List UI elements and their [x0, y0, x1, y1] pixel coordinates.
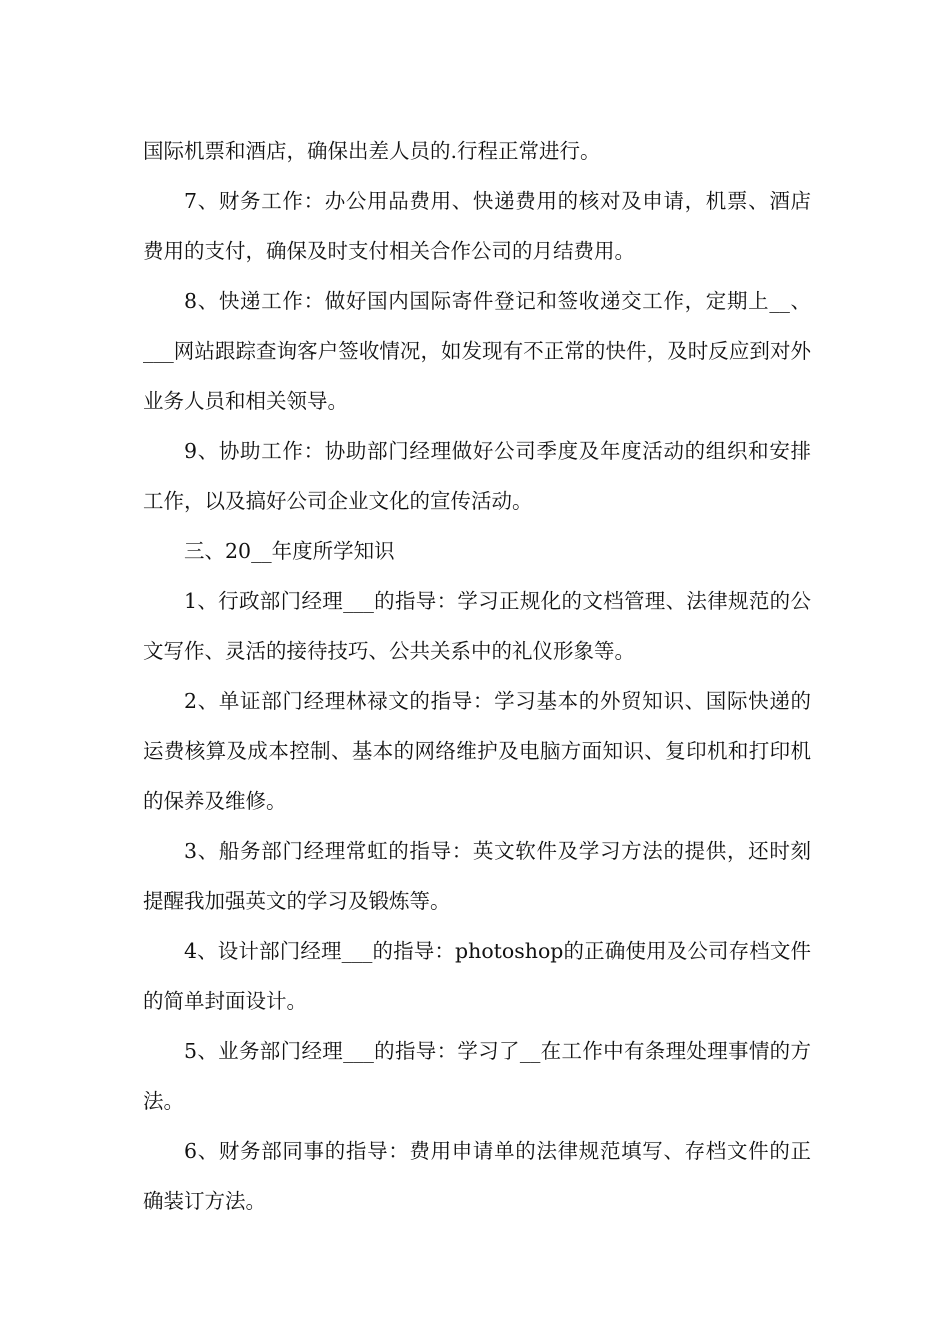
paragraph-6: 1、行政部门经理___的指导：学习正规化的文档管理、法律规范的公文写作、灵活的接待技巧、公共关系中的礼仪形象等。 — [143, 589, 811, 663]
paragraph-10: 5、业务部门经理___的指导：学习了__在工作中有条理处理事情的方法。 — [143, 1039, 811, 1113]
paragraph-3: 8、快递工作：做好国内国际寄件登记和签收递交工作，定期上__、___网站跟踪查询客户签收情况，如发现有不正常的快件，及时反应到对外业务人员和相关领导。 — [143, 289, 811, 413]
paragraph-9: 4、设计部门经理___的指导：photoshop的正确使用及公司存档文件的简单封面设计。 — [143, 939, 811, 1013]
paragraph-7: 2、单证部门经理林禄文的指导：学习基本的外贸知识、国际快递的运费核算及成本控制、基本的网络维护及电脑方面知识、复印机和打印机的保养及维修。 — [143, 689, 811, 813]
paragraph-11: 6、财务部同事的指导：费用申请单的法律规范填写、存档文件的正确装订方法。 — [143, 1139, 811, 1213]
paragraph-2: 7、财务工作：办公用品费用、快递费用的核对及申请，机票、酒店费用的支付，确保及时支付相关合作公司的月结费用。 — [143, 189, 811, 263]
document-body — [143, 126, 811, 1226]
paragraph-8: 3、船务部门经理常虹的指导：英文软件及学习方法的提供，还时刻提醒我加强英文的学习及锻炼等。 — [143, 839, 811, 913]
paragraph-1: 国际机票和酒店，确保出差人员的.行程正常进行。 — [143, 139, 601, 163]
paragraph-4: 9、协助工作：协助部门经理做好公司季度及年度活动的组织和安排工作，以及搞好公司企业文化的宣传活动。 — [143, 439, 811, 513]
section-heading: 三、20__年度所学知识 — [184, 539, 395, 563]
